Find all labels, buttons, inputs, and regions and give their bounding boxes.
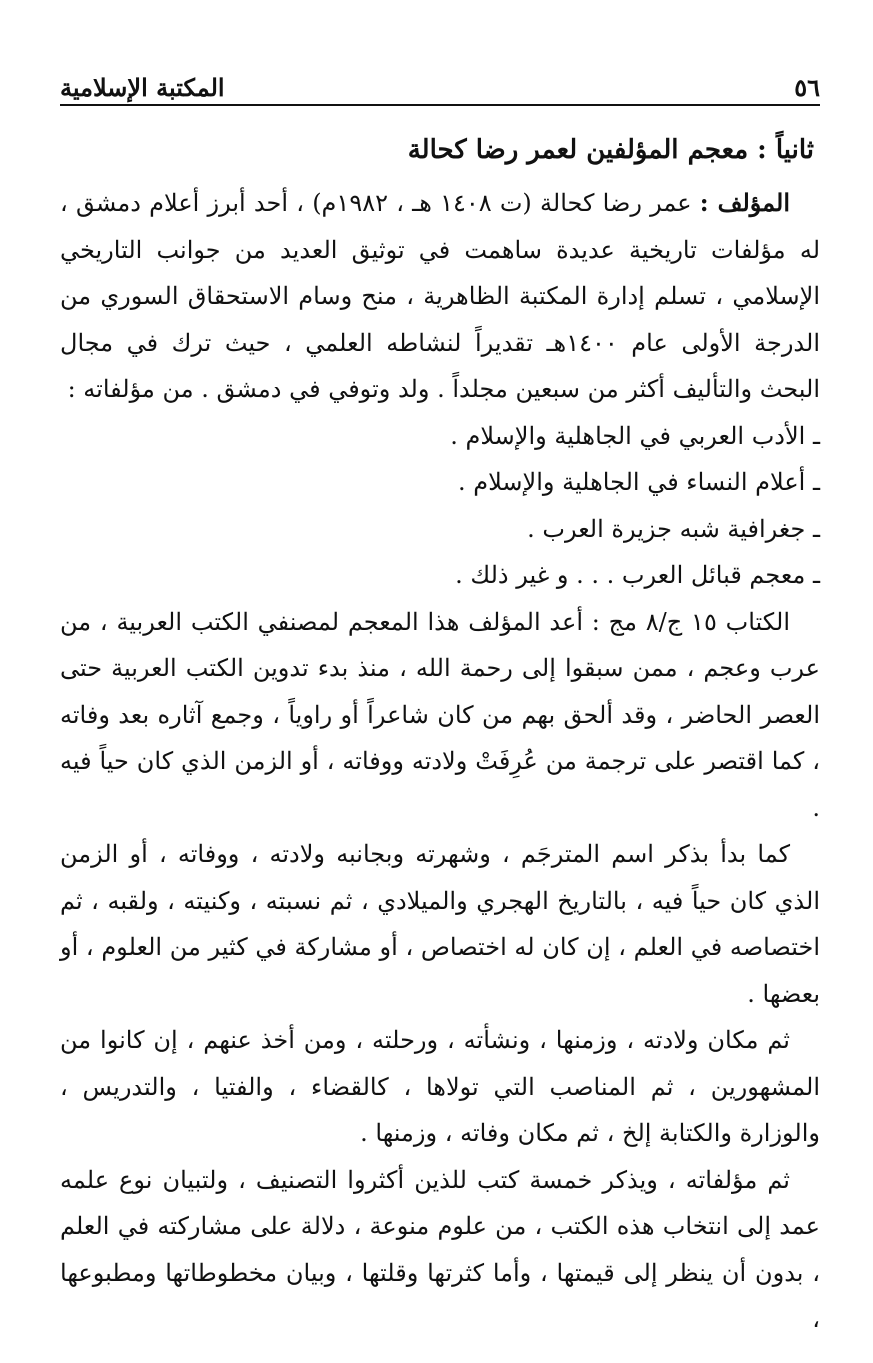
list-item: ـ معجم قبائل العرب . . . و غير ذلك . <box>455 561 820 589</box>
running-title: المكتبة الإسلامية <box>60 73 225 102</box>
running-header <box>60 58 820 102</box>
author-lead: المؤلف : <box>699 188 791 217</box>
body-paragraph: الكتاب ١٥ ج/٨ مج : أعد المؤلف هذا المعجم لمصنفي الكتب العربية ، من عرب وعجم ، ممن سبقوا إلى رحمة الله ، منذ بدء تدوين الكتب العربية حتى العصر الحاضر ، وقد ألحق بهم من كان شاعراً أو راوياً ، وجمع آثاره بعد وفاته ، كما اقتصر على ترجمة من عُرِفَتْ ولادته ووفاته ، أو الزمن الذي كان حياً فيه . <box>60 607 820 822</box>
book-page <box>60 58 820 1343</box>
page-number: ٥٦ <box>794 73 820 102</box>
header-rule <box>60 104 820 106</box>
body-paragraph: كما بدأ بذكر اسم المترجَم ، وشهرته وبجانبه ولادته ، ووفاته ، أو الزمن الذي كان حياً فيه ، بالتاريخ الهجري والميلادي ، ثم نسبته ، وكنيته ، ولقبه ، ثم اختصاصه في العلم ، إن كان له اختصاص ، أو مشاركة في كثير من العلوم ، أو بعضها . <box>60 840 820 1008</box>
section-title: ثانياً : معجم المؤلفين لعمر رضا كحالة <box>407 135 814 165</box>
body-paragraph: ثم مكان ولادته ، وزمنها ، ونشأته ، ورحلته ، ومن أخذ عنهم ، إن كانوا من المشهورين ، ثم المناصب التي تولاها ، كالقضاء ، والفتيا ، والتدريس ، والوزارة والكتابة إلخ ، ثم مكان وفاته ، وزمنها . <box>60 1026 820 1147</box>
works-list <box>60 413 820 599</box>
list-item: ـ أعلام النساء في الجاهلية والإسلام . <box>457 468 820 496</box>
list-item: ـ جغرافية شبه جزيرة العرب . <box>527 514 820 543</box>
author-bio-text: عمر رضا كحالة (ت ١٤٠٨ هـ ، ١٩٨٢م) ، أحد أبرز أعلام دمشق ، له مؤلفات تاريخية عديدة ساهمت في توثيق العديد من جوانب التاريخي الإسلامي ، تسلم إدارة المكتبة الظاهرية ، منح وسام الاستحقاق السوري من الدرجة الأولى عام ١٤٠٠هـ تقديراً لنشاطه العلمي ، حيث ترك في مجال البحث والتأليف أكثر من سبعين مجلداً . ولد وتوفي في دمشق . من مؤلفاته : <box>60 189 820 403</box>
author-bio-paragraph <box>60 180 820 413</box>
list-item: ـ الأدب العربي في الجاهلية والإسلام . <box>450 421 820 450</box>
body-paragraph: ثم مؤلفاته ، ويذكر خمسة كتب للذين أكثروا التصنيف ، ولتبيان نوع علمه عمد إلى انتخاب هذه الكتب ، من علوم منوعة ، دلالة على مشاركته في العلم ، بدون أن ينظر إلى قيمتها ، وأما كثرتها وقلتها ، وبيان مخطوطاتها ومطبوعها ، <box>60 1165 820 1333</box>
